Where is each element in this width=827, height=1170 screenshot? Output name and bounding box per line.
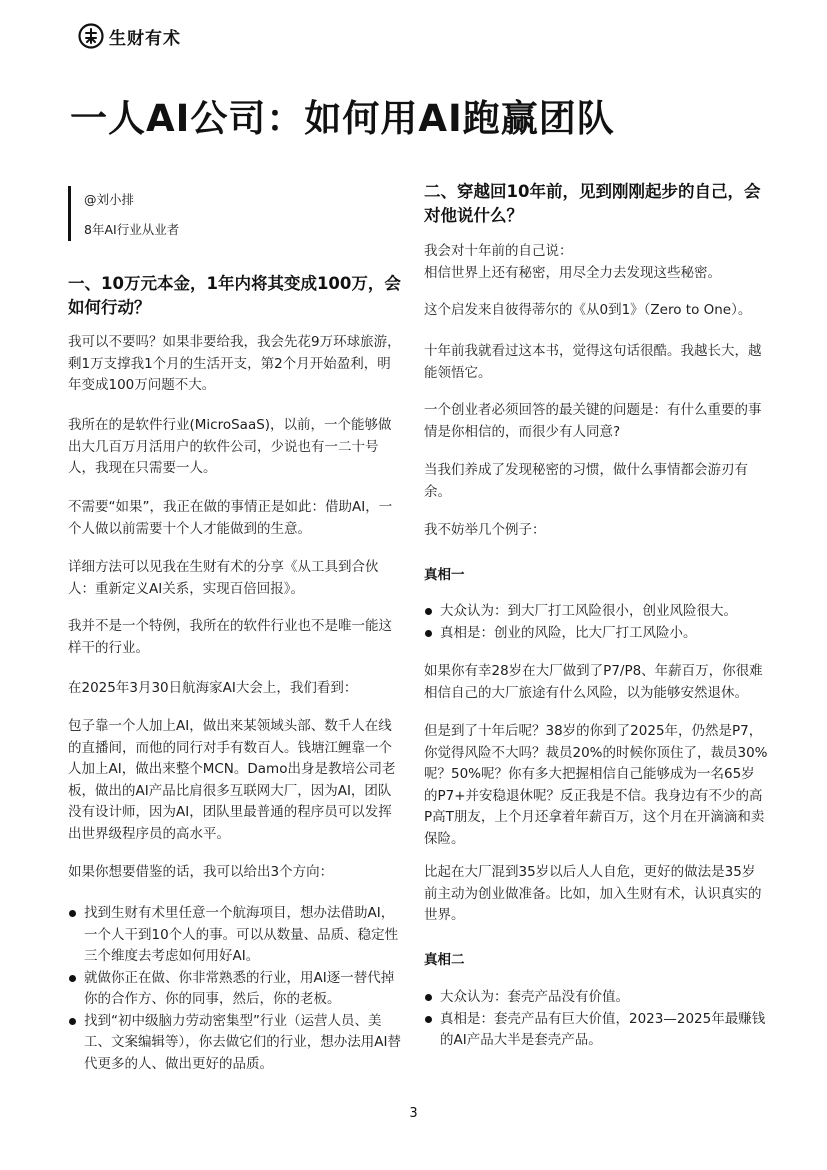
paragraph: 详细方法可以见我在生财有术的分享《从工具到合伙人：重新定义AI关系，实现百倍回报》。 xyxy=(68,559,379,597)
brand-logo-icon xyxy=(78,23,104,49)
truth-heading-2: 真相二 xyxy=(424,952,465,968)
list-item: 真相是：创业的风险，比大厂打工风险小。 xyxy=(424,623,768,645)
author-block xyxy=(68,186,368,241)
paragraph: 当我们养成了发现秘密的习惯，做什么事情都会游刃有余。 xyxy=(424,462,748,500)
paragraph: 我不妨举几个例子： xyxy=(424,522,546,538)
author-role: 8年AI行业从业者 xyxy=(84,222,180,237)
paragraph: 十年前我就看过这本书，觉得这句话很酷。我越长大，越能领悟它。 xyxy=(424,343,762,381)
truth2-list xyxy=(424,987,768,1052)
truth1-list xyxy=(424,601,768,644)
paragraph: 我并不是一个特例，我所在的软件行业也不是唯一能这样干的行业。 xyxy=(68,618,392,656)
section-heading-2: 二、穿越回10年前，见到刚刚起步的自己，会对他说什么？ xyxy=(424,182,761,225)
list-item: 就做你正在做、你非常熟悉的行业，用AI逐一替代掉你的合作方、你的同事，然后，你的老板。 xyxy=(68,968,404,1011)
paragraph: 我会对十年前的自己说： 相信世界上还有秘密，用尽全力去发现这些秘密。 xyxy=(424,243,721,281)
page-header xyxy=(78,22,181,50)
paragraph: 我所在的是软件行业(MicroSaaS)，以前，一个能够做出大几百万月活用户的软件公司，少说也有一二十号人，我现在只需要一人。 xyxy=(68,417,392,476)
paragraph: 如果你想要借鉴的话，我可以给出3个方向： xyxy=(68,864,334,880)
directions-list xyxy=(68,903,404,1075)
paragraph: 这个启发来自彼得蒂尔的《从0到1》（Zero to One）。 xyxy=(424,302,752,318)
list-item: 找到生财有术里任意一个航海项目，想办法借助AI，一个人干到10个人的事。可以从数量、品质、稳定性三个维度去考虑如何用好AI。 xyxy=(68,903,404,968)
brand-name: 生财有术 xyxy=(109,28,181,49)
paragraph: 但是到了十年后呢？38岁的你到了2025年，仍然是P7，你觉得风险不大吗？裁员20%的时候你顶住了，裁员30%呢？50%呢？你有多大把握相信自己能够成为一名65岁的P7+并安稳退休呢？反正我是不信。我身边有不少的高P高T朋友，上个月还拿着年薪百万，这个月在开滴滴和卖保险。 xyxy=(424,723,768,847)
paragraph: 比起在大厂混到35岁以后人人自危，更好的做法是35岁前主动为创业做准备。比如，加入生财有术，认识真实的世界。 xyxy=(424,864,762,923)
section-heading-1: 一、10万元本金，1年内将其变成100万，会如何行动？ xyxy=(68,274,401,317)
list-item: 大众认为：套壳产品没有价值。 xyxy=(424,987,768,1009)
paragraph: 包子靠一个人加上AI，做出来某领域头部、数千人在线的直播间，而他的同行对手有数百人。钱塘江鲤靠一个人加上AI，做出来整个MCN。Damo出身是教培公司老板，做出的AI产品比肩很多互联网大厂，因为AI，团队没有设计师，因为AI，团队里最普通的程序员可以发挥出世界级程序员的高水平。 xyxy=(68,718,396,842)
paragraph: 一个创业者必须回答的最关键的问题是：有什么重要的事情是你相信的，而很少有人同意? xyxy=(424,402,762,440)
author-name: @刘小排 xyxy=(84,192,135,207)
truth-heading-1: 真相一 xyxy=(424,567,465,583)
page-number: 3 xyxy=(409,1106,418,1121)
list-item: 找到“初中级脑力劳动密集型”行业（运营人员、美工、文案编辑等），你去做它们的行业，想办法用AI替代更多的人、做出更好的品质。 xyxy=(68,1011,404,1076)
paragraph: 不需要“如果”，我正在做的事情正是如此：借助AI，一个人做以前需要十个人才能做到的生意。 xyxy=(68,499,393,537)
paragraph: 如果你有幸28岁在大厂做到了P7/P8、年薪百万，你很难相信自己的大厂旅途有什么风险，以为能够安然退休。 xyxy=(424,663,763,701)
quote-bar xyxy=(68,186,71,241)
page-title: 一人AI公司：如何用AI跑赢团队 xyxy=(70,97,615,140)
list-item: 大众认为：到大厂打工风险很小，创业风险很大。 xyxy=(424,601,768,623)
list-item: 真相是：套壳产品有巨大价值，2023—2025年最赚钱的AI产品大半是套壳产品。 xyxy=(424,1009,768,1052)
paragraph: 我可以不要吗？如果非要给我，我会先花9万环球旅游，剩1万支撑我1个月的生活开支，第2个月开始盈利，明年变成100万问题不大。 xyxy=(68,334,401,393)
paragraph: 在2025年3月30日航海家AI大会上，我们看到： xyxy=(68,680,358,696)
